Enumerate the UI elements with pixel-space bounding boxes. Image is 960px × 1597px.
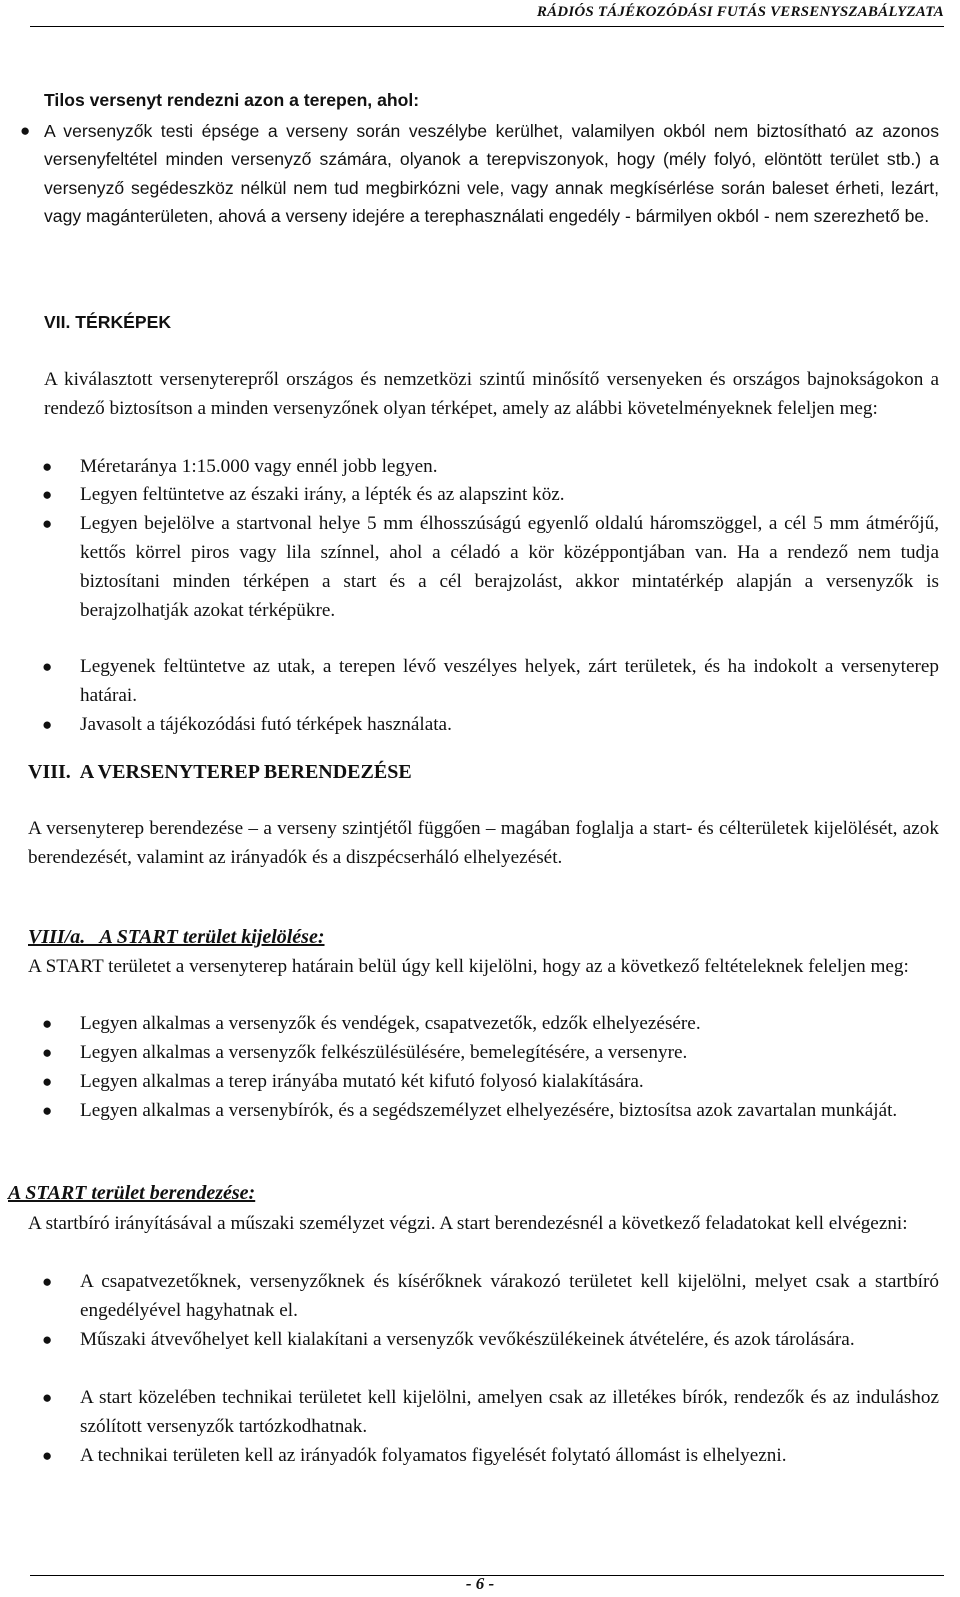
bullet-icon: ● (42, 1072, 53, 1091)
list-item-text: Műszaki átvevőhelyet kell kialakítani a versenyzők vevőkészülékeinek átvételére, és azok tárolására. (80, 1329, 855, 1350)
list-item (42, 1038, 939, 1067)
list-item-text: Legyen bejelölve a startvonal helye 5 mm élhosszúságú egyenlő oldalú háromszöggel, a cél 5 mm átmérőjű, kettős körrel piros vagy lila színnel, ahol a céladó a kör középpontjában van. Ha a rendező nem tudja biztosítani minden térképen a start és a cél berajzolást, akkor mintatérkép alapján a versenyzők is berajzolhatják azokat térképükre. (80, 513, 939, 621)
list-item-text: Legyen alkalmas a versenyzők felkészülésülésére, bemelegítésére, a versenyre. (80, 1042, 688, 1063)
bullet-icon: ● (42, 1014, 53, 1033)
section7-paragraph-text: A kiválasztott versenyterepről országos és nemzetközi szintű minősítő versenyeken és országos bajnokságokon a rendező biztosítson a minden versenyzőnek olyan térképet, amely az alábbi követelményeknek feleljen meg: (44, 369, 939, 419)
list-item-text: Legyen alkalmas a versenybírók, és a segédszemélyzet elhelyezésére, biztosítsa azok zavartalan munkáját. (80, 1100, 898, 1121)
section8-paragraph-text: A versenyterep berendezése – a verseny szintjétől függően – magában foglalja a start- és célterületek kijelölését, azok berendezését, valamint az irányadók és a diszpécserháló elhelyezését. (28, 818, 939, 868)
bullet-icon: ● (42, 1043, 53, 1062)
list-item-text: Legyen alkalmas a terep irányába mutató két kifutó folyosó kialakítására. (80, 1071, 644, 1092)
list-item-text: Legyen alkalmas a versenyzők és vendégek, csapatvezetők, edzők elhelyezésére. (80, 1013, 701, 1034)
page-number: - 6 - (465, 1574, 495, 1593)
list-item-text: A csapatvezetőknek, versenyzőknek és kísérőknek várakozó területet kell kijelölni, melyet csak a startbíró engedélyével hagyhatnak el. (80, 1271, 939, 1321)
list-item-text: A start közelében technikai területet kell kijelölni, amelyen csak az illetékes bírók, rendezők és az induláshoz szólított versenyzők tartózkodhatnak. (80, 1387, 939, 1437)
list-item (42, 1096, 939, 1125)
bullet-icon: ● (42, 657, 53, 676)
section8-paragraph (28, 814, 939, 872)
subheading-start-berendezes: A START terület berendezése: (8, 1182, 256, 1204)
start-equipment-paragraph (28, 1209, 939, 1238)
list-item (42, 1441, 939, 1470)
list-item-text: Méretaránya 1:15.000 vagy ennél jobb legyen. (80, 456, 438, 477)
section7-paragraph (44, 365, 939, 423)
header-rule (30, 26, 944, 27)
list-item (42, 1009, 939, 1038)
list-item-text: Javasolt a tájékozódási futó térképek használata. (80, 714, 452, 735)
list-item-text: A technikai területen kell az irányadók folyamatos figyelését folytató állomást is elhelyezni. (80, 1445, 787, 1466)
intro-bullet (20, 117, 939, 231)
list-item (42, 1383, 939, 1441)
bullet-icon: ● (42, 457, 53, 476)
section8a-paragraph-text: A START területet a versenyterep határain belül úgy kell kijelölni, hogy az a következő feltételeknek feleljen meg: (28, 956, 909, 977)
running-header: RÁDIÓS TÁJÉKOZÓDÁSI FUTÁS VERSENYSZABÁLYZATA (536, 4, 944, 20)
bullet-icon: ● (20, 121, 31, 140)
list-item (42, 1325, 939, 1354)
bullet-icon: ● (42, 715, 53, 734)
list-item (42, 480, 939, 509)
start-equipment-paragraph-text: A startbíró irányításával a műszaki személyzet végzi. A start berendezésnél a következő feladatokat kell elvégezni: (28, 1213, 908, 1234)
subheading-start-kijeloles: VIII/a. A START terület kijelölése: (28, 926, 325, 948)
list-item-text: Legyenek feltüntetve az utak, a terepen lévő veszélyes helyek, zárt területek, és ha indokolt a versenyterep határai. (80, 656, 939, 706)
section8a-paragraph (28, 952, 939, 981)
bullet-icon: ● (42, 1101, 53, 1120)
list-item (42, 509, 939, 625)
intro-title: Tilos versenyt rendezni azon a terepen, ahol: (44, 90, 420, 110)
list-item (42, 652, 939, 710)
section-heading-versenyterep: VIII. A VERSENYTEREP BERENDEZÉSE (28, 761, 412, 783)
bullet-icon: ● (42, 485, 53, 504)
list-item (42, 452, 939, 481)
intro-bullet-text: A versenyzők testi épsége a verseny során veszélybe kerülhet, valamilyen okból nem biztosítható az azonos versenyfeltétel minden versenyző számára, olyanok a terepviszonyok, hogy (mély folyó, elöntött terület stb.) a versenyző segédeszköz nélkül nem tud megbirkózni vele, vagy annak megkísérlése során baleset érheti, lezárt, vagy magánterületen, ahová a verseny idejére a terephasználati engedély - bármilyen okból - nem szerezhető be. (44, 121, 939, 227)
list-item (42, 1067, 939, 1096)
bullet-icon: ● (42, 1388, 53, 1407)
list-item-text: Legyen feltüntetve az északi irány, a lépték és az alapszint köz. (80, 484, 565, 505)
bullet-icon: ● (42, 1446, 53, 1465)
bullet-icon: ● (42, 514, 53, 533)
list-item (42, 710, 939, 739)
bullet-icon: ● (42, 1272, 53, 1291)
section-heading-terkepek: VII. TÉRKÉPEK (44, 312, 172, 332)
bullet-icon: ● (42, 1330, 53, 1349)
list-item (42, 1267, 939, 1325)
